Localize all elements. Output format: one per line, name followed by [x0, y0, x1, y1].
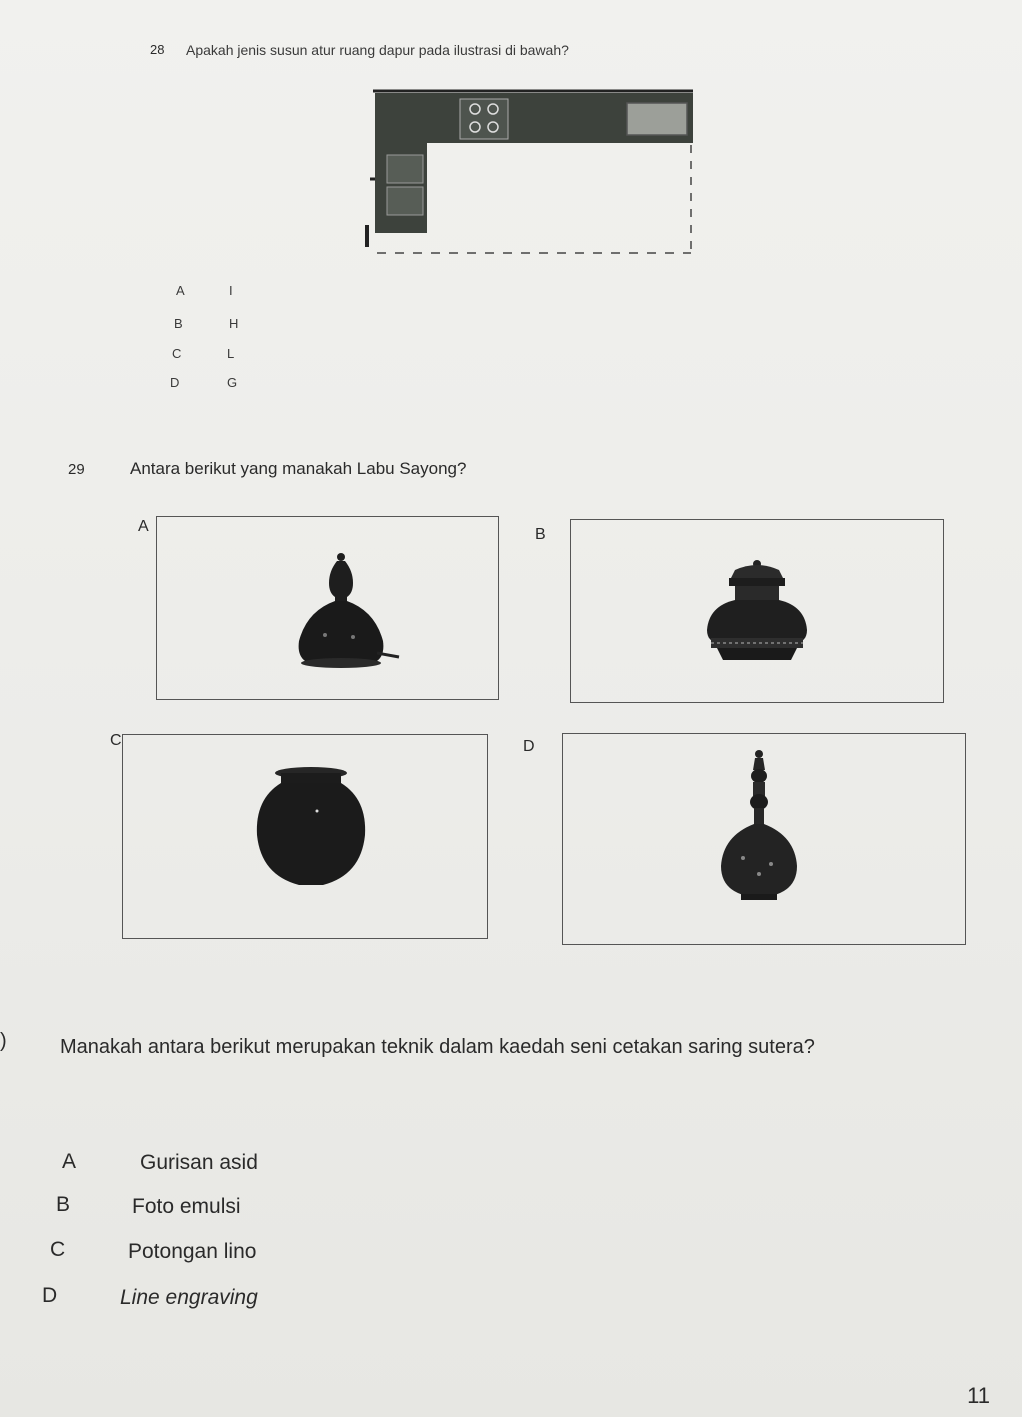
q28-option-d-letter[interactable]: D [170, 375, 180, 390]
question-28-number: 28 [150, 42, 165, 57]
question-30-number-fragment: ) [0, 1030, 7, 1052]
q28-option-b-text: H [229, 316, 239, 331]
gourd-bottle-icon [709, 748, 809, 908]
stove-icon [460, 99, 508, 139]
covered-jar-icon [695, 558, 825, 670]
q28-option-a-letter[interactable]: A [176, 283, 185, 298]
q28-option-a-text: I [229, 283, 233, 298]
labu-sayong-icon [285, 545, 405, 675]
page-number: 11 [967, 1383, 990, 1408]
q29-option-a-letter[interactable]: A [138, 518, 149, 535]
q28-option-b-letter[interactable]: B [174, 316, 183, 331]
q30-option-d-letter[interactable]: D [42, 1284, 58, 1307]
question-29-text: Antara berikut yang manakah Labu Sayong? [130, 459, 467, 478]
q29-option-b-letter[interactable]: B [535, 526, 546, 543]
q29-option-b-box[interactable] [570, 519, 944, 703]
q29-option-c-box[interactable] [122, 734, 488, 939]
q28-option-c-letter[interactable]: C [172, 346, 182, 361]
q30-option-a-letter[interactable]: A [62, 1150, 77, 1173]
q29-option-a-box[interactable] [156, 516, 499, 700]
q30-option-b-text[interactable]: Foto emulsi [132, 1195, 241, 1218]
q28-option-d-text: G [227, 375, 238, 390]
q30-option-d-text[interactable]: Line engraving [120, 1286, 258, 1309]
q29-option-c-letter[interactable]: C [110, 732, 122, 749]
kitchen-layout-illustration [355, 85, 700, 265]
q30-option-a-text[interactable]: Gurisan asid [140, 1151, 258, 1174]
q30-option-c-text[interactable]: Potongan lino [128, 1240, 257, 1263]
question-29-number: 29 [68, 461, 85, 478]
q30-option-b-letter[interactable]: B [56, 1193, 71, 1216]
question-28-text: Apakah jenis susun atur ruang dapur pada ilustrasi di bawah? [186, 42, 569, 58]
clay-pot-icon [251, 765, 381, 895]
q29-option-d-box[interactable] [562, 733, 966, 945]
q28-option-c-text: L [227, 346, 235, 361]
q29-option-d-letter[interactable]: D [523, 738, 535, 755]
question-30-text: Manakah antara berikut merupakan teknik dalam kaedah seni cetakan saring sutera? [60, 1036, 815, 1058]
sink-icon [627, 103, 687, 135]
q30-option-c-letter[interactable]: C [50, 1238, 66, 1261]
